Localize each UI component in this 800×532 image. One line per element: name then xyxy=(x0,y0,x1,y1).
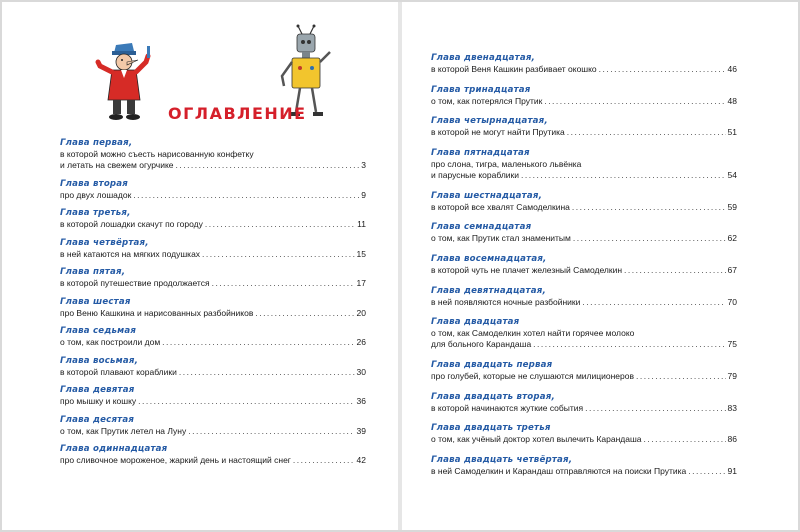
chapter-description: в которой плавают кораблики xyxy=(60,366,177,377)
toc-title: ОГЛАВЛЕНИЕ xyxy=(168,104,307,123)
chapter-description: о том, как учёный доктор хотел вылечить Карандаша xyxy=(431,434,642,445)
chapter-description-row xyxy=(431,64,737,75)
chapter-description: о том, как Прутик летел на Луну xyxy=(60,425,187,436)
leader-dots xyxy=(644,434,726,445)
chapter-description-row xyxy=(431,403,737,414)
page-number: 11 xyxy=(357,219,366,230)
chapter-description-row xyxy=(431,202,737,213)
chapter-description: про двух лошадок xyxy=(60,189,132,200)
chapter-description: про мышку и кошку xyxy=(60,396,137,407)
leader-dots xyxy=(636,371,726,382)
chapter-heading: Глава семнадцатая xyxy=(431,222,532,233)
chapter-description: в которой лошадки скачут по городу xyxy=(60,219,203,230)
chapter-description-row xyxy=(60,249,366,260)
right-page xyxy=(402,2,798,530)
toc-entry[interactable] xyxy=(431,254,737,276)
page-number: 91 xyxy=(727,465,737,476)
leader-dots xyxy=(572,202,726,213)
chapter-description-row xyxy=(431,434,737,445)
page-number: 20 xyxy=(356,307,366,318)
leader-dots xyxy=(582,297,725,308)
page-number: 86 xyxy=(727,434,737,445)
chapter-description: в которой чуть не плачет железный Самоделкин xyxy=(431,264,623,275)
chapter-description: в которой путешествие продолжается xyxy=(60,278,210,289)
toc-entry[interactable] xyxy=(60,326,366,348)
page-number: 48 xyxy=(727,95,737,106)
leader-dots xyxy=(175,160,359,171)
chapter-description: в ней Самоделкин и Карандаш отправляются на поиски Прутика xyxy=(431,465,687,476)
page-number: 36 xyxy=(356,396,366,407)
leader-dots xyxy=(133,190,359,201)
chapter-heading: Глава двадцать вторая, xyxy=(431,391,555,402)
chapter-description-row xyxy=(431,297,737,308)
chapter-description-row xyxy=(60,426,366,437)
leader-dots xyxy=(544,96,725,107)
toc-entry[interactable] xyxy=(60,415,366,437)
page-number: 51 xyxy=(727,127,737,138)
chapter-heading: Глава двадцатая xyxy=(431,317,520,328)
chapter-heading: Глава двадцать третья xyxy=(431,423,551,434)
chapter-heading: Глава десятая xyxy=(60,414,135,425)
toc-entry[interactable] xyxy=(60,444,366,466)
chapter-heading: Глава пятнадцатая xyxy=(431,147,530,158)
chapter-description: в ней появляются ночные разбойники xyxy=(431,296,581,307)
leader-dots xyxy=(255,308,354,319)
leader-dots xyxy=(162,337,354,348)
chapter-heading: Глава восемнадцатая, xyxy=(431,253,547,264)
left-page xyxy=(2,2,398,530)
page-number: 67 xyxy=(727,264,737,275)
chapter-description-line: о том, как Самоделкин хотел найти горячее молоко xyxy=(431,328,635,339)
leader-dots xyxy=(585,403,725,414)
chapter-heading: Глава двенадцатая, xyxy=(431,53,536,63)
toc-entry[interactable] xyxy=(431,53,737,75)
page-number: 75 xyxy=(727,339,737,350)
chapter-heading: Глава восьмая, xyxy=(60,355,139,366)
leader-dots xyxy=(624,265,726,276)
chapter-description: в которой все хвалят Самоделкина xyxy=(431,201,570,212)
pencil-character-illustration xyxy=(94,40,154,124)
page-number: 59 xyxy=(727,201,737,212)
toc-entry[interactable] xyxy=(431,191,737,213)
chapter-description-row xyxy=(60,160,366,171)
toc-entry[interactable] xyxy=(60,238,366,260)
chapter-description: в которой начинаются жуткие события xyxy=(431,402,584,413)
chapter-heading: Глава тринадцатая xyxy=(431,84,531,95)
chapter-description-row xyxy=(60,190,366,201)
toc-entry[interactable] xyxy=(60,179,366,201)
toc-entry[interactable] xyxy=(431,116,737,138)
chapter-description-row xyxy=(431,233,737,244)
chapter-description-row xyxy=(60,455,366,466)
page-number: 39 xyxy=(356,425,366,436)
page-number: 30 xyxy=(356,366,366,377)
page-number: 79 xyxy=(727,371,737,381)
toc-entry[interactable] xyxy=(60,138,366,172)
leader-dots xyxy=(599,64,726,75)
toc-entry[interactable] xyxy=(431,222,737,244)
chapter-description: про голубей, которые не слушаются милиционеров xyxy=(431,371,634,381)
page-number: 42 xyxy=(356,455,366,466)
chapter-description-row xyxy=(431,265,737,276)
leader-dots xyxy=(573,233,726,244)
toc-entry[interactable] xyxy=(431,148,737,182)
toc-entry[interactable] xyxy=(431,85,737,107)
chapter-description: и парусные кораблики xyxy=(431,170,520,181)
leader-dots xyxy=(521,170,726,181)
toc-entry[interactable] xyxy=(431,423,737,445)
leader-dots xyxy=(533,339,725,350)
chapter-description-row xyxy=(60,367,366,378)
chapter-description: в которой не могут найти Прутика xyxy=(431,127,565,138)
leader-dots xyxy=(212,278,355,289)
chapter-description: про сливочное мороженое, жаркий день и настоящий снег xyxy=(60,455,291,466)
toc-entry[interactable] xyxy=(431,455,737,477)
chapter-heading: Глава двадцать первая xyxy=(431,360,553,370)
toc-entry[interactable] xyxy=(60,267,366,289)
toc-entry[interactable] xyxy=(431,360,737,382)
leader-dots xyxy=(293,455,355,466)
chapter-description: для больного Карандаша xyxy=(431,339,532,350)
toc-entry[interactable] xyxy=(60,356,366,378)
toc-entry[interactable] xyxy=(60,208,366,230)
page-number: 83 xyxy=(727,402,737,413)
chapter-heading: Глава пятая, xyxy=(60,267,126,278)
chapter-description-row xyxy=(60,278,366,289)
chapter-heading: Глава седьмая xyxy=(60,326,137,337)
chapter-heading: Глава двадцать четвёртая, xyxy=(431,454,573,465)
leader-dots xyxy=(688,466,725,477)
chapter-description: и летать на свежем огурчике xyxy=(60,160,174,171)
chapter-description-row xyxy=(431,466,737,477)
chapter-heading: Глава одиннадцатая xyxy=(60,444,168,455)
chapter-heading: Глава девятнадцатая, xyxy=(431,285,546,296)
page-number: 54 xyxy=(727,170,737,181)
chapter-heading: Глава вторая xyxy=(60,178,128,189)
page-number: 26 xyxy=(356,337,366,348)
toc-entry[interactable] xyxy=(431,286,737,308)
toc-entry[interactable] xyxy=(431,392,737,414)
chapter-heading: Глава четырнадцатая, xyxy=(431,116,548,127)
chapter-description-row xyxy=(431,371,737,382)
chapter-description: в которой Веня Кашкин разбивает окошко xyxy=(431,64,597,74)
chapter-heading: Глава шестая xyxy=(60,296,131,307)
leader-dots xyxy=(202,249,354,260)
chapter-description-row xyxy=(60,337,366,348)
chapter-heading: Глава третья, xyxy=(60,208,131,219)
chapter-description-row xyxy=(60,308,366,319)
page-number: 9 xyxy=(361,189,366,200)
chapter-description: о том, как потерялся Прутик xyxy=(431,95,543,106)
toc-entry[interactable] xyxy=(431,317,737,351)
chapter-description-row xyxy=(60,219,366,230)
chapter-description-row xyxy=(431,96,737,107)
chapter-heading: Глава шестнадцатая, xyxy=(431,190,543,201)
chapter-heading: Глава первая, xyxy=(60,138,133,148)
leader-dots xyxy=(138,396,354,407)
chapter-description-row xyxy=(60,396,366,407)
leader-dots xyxy=(205,219,355,230)
chapter-description: в ней катаются на мягких подушках xyxy=(60,248,201,259)
chapter-description-line: про слона, тигра, маленького львёнка xyxy=(431,158,582,169)
chapter-heading: Глава девятая xyxy=(60,385,135,396)
page-number: 3 xyxy=(361,160,366,171)
page-number: 46 xyxy=(727,64,737,74)
chapter-description-line: в которой можно съесть нарисованную конфетку xyxy=(60,149,254,159)
leader-dots xyxy=(188,426,354,437)
chapter-description: про Веню Кашкина и нарисованных разбойников xyxy=(60,307,254,318)
chapter-description-row xyxy=(431,170,737,181)
toc-entry[interactable] xyxy=(60,385,366,407)
page-number: 15 xyxy=(356,248,366,259)
page-number: 70 xyxy=(727,296,737,307)
leader-dots xyxy=(567,127,726,138)
page-number: 17 xyxy=(356,278,366,289)
chapter-description: о том, как Прутик стал знаменитым xyxy=(431,233,571,244)
page-number: 62 xyxy=(727,233,737,244)
chapter-heading: Глава четвёртая, xyxy=(60,237,149,248)
leader-dots xyxy=(179,367,355,378)
toc-entry[interactable] xyxy=(60,297,366,319)
chapter-description: о том, как построили дом xyxy=(60,337,161,348)
chapter-description-row xyxy=(431,339,737,350)
chapter-description-row xyxy=(431,127,737,138)
